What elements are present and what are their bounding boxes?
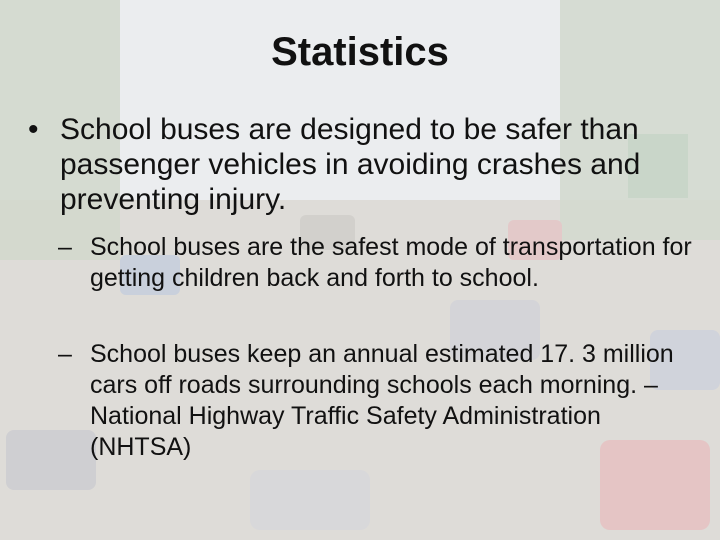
bullet-main [28, 112, 688, 217]
sub-bullet-text: School buses are the safest mode of transportation for getting children back and forth to school. [90, 233, 692, 292]
bullet-main-text: School buses are designed to be safer than passenger vehicles in avoiding crashes and preventing injury. [60, 113, 641, 216]
car-7 [250, 470, 370, 530]
sub-bullet-text: School buses keep an annual estimated 17. 3 million cars off roads surrounding schools each morning. – National Highway Traffic Safety Administration (NHTSA) [90, 340, 674, 461]
sub-bullet-cars-off-roads [58, 339, 698, 463]
bullet-dot: • [28, 113, 39, 146]
slide-title: Statistics [271, 30, 449, 74]
sub-bullet-safest-mode [58, 232, 698, 294]
dash-marker: – [58, 340, 72, 368]
dash-marker: – [58, 233, 72, 261]
